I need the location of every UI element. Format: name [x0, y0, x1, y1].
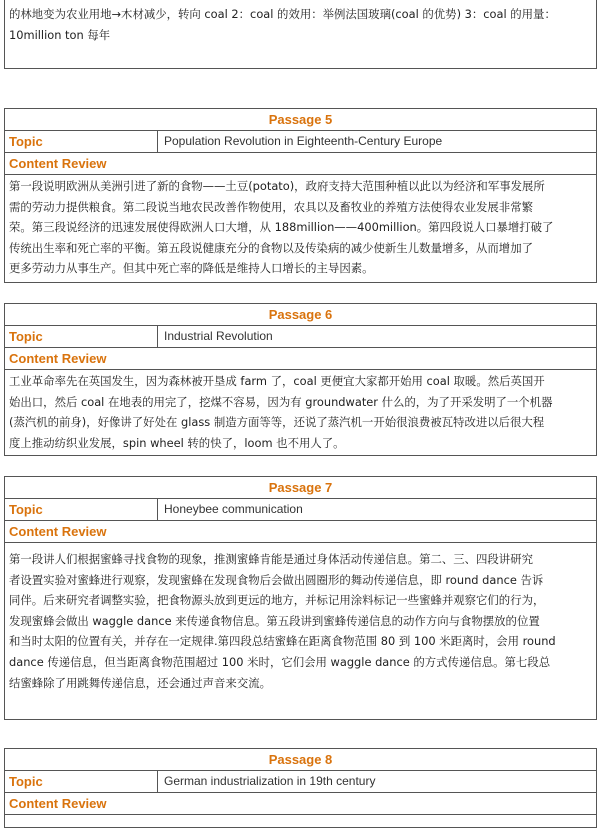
topic-row	[5, 326, 596, 348]
passage-title: Passage 8	[5, 749, 596, 771]
topic-value: German industrialization in 19th century	[164, 774, 376, 788]
review-line: 传统出生率和死亡率的平衡。第五段说健康充分的食物以及传染病的减少使新生儿数量增多，从而增加了	[9, 240, 533, 255]
content-review-label: Content Review	[5, 348, 596, 370]
review-line: 同伴。后来研究者调整实验，把食物源头放到更远的地方，并标记用涂料标记一些蜜蜂并观察它们的行为，	[9, 593, 545, 608]
passage-title: Passage 7	[5, 477, 596, 499]
review-line: 更多劳动力从事生产。但其中死亡率的降低是维持人口增长的主导因素。	[9, 261, 374, 276]
content-review-label: Content Review	[5, 153, 596, 175]
topic-row	[5, 131, 596, 153]
review-line: 始出口，然后 coal 在地表的用完了，挖煤不容易，因为有 groundwater 什么的，为了开采发明了一个机器	[9, 394, 553, 409]
review-line: 第一段讲人们根据蜜蜂寻找食物的现象，推测蜜蜂肯能是通过身体活动传递信息。第二、三、四段讲研究	[9, 552, 533, 566]
topic-row	[5, 771, 596, 793]
topic-value: Industrial Revolution	[164, 329, 273, 343]
previous-passage-fragment	[4, 0, 597, 69]
fragment-text	[5, 0, 596, 45]
review-line: 度上推动纺织业发展，spin wheel 转的快了，loom 也不用人了。	[9, 435, 345, 450]
review-line: (蒸汽机的前身)，好像讲了好处在 glass 制造方面等等，还说了蒸汽机一开始很浪费被瓦特改进以后很大程	[9, 415, 545, 430]
review-line: 和当时太阳的位置有关，并存在一定规律.第四段总结蜜蜂在距离食物范围 80 到 100 米距离时，会用 round	[9, 634, 556, 649]
passage-8-card	[4, 748, 597, 828]
passage-5-card	[4, 108, 597, 283]
topic-label: Topic	[5, 326, 158, 347]
content-review-text	[5, 175, 596, 279]
passage-6-card	[4, 303, 597, 456]
review-line: 工业革命率先在英国发生，因为森林被开垦成 farm 了，coal 更便宜大家都开始用 coal 取暖。然后英国开	[9, 374, 545, 388]
review-line: 发现蜜蜂会做出 waggle dance 来传递食物信息。第五段讲到蜜蜂传递信息的动作方向与食物摆放的位置	[9, 613, 540, 628]
content-review-text	[5, 543, 596, 693]
passage-title: Passage 5	[5, 109, 596, 131]
fragment-line: 10million ton 每年	[9, 27, 111, 42]
topic-label: Topic	[5, 771, 158, 792]
topic-label: Topic	[5, 131, 158, 152]
topic-row	[5, 499, 596, 521]
content-review-label: Content Review	[5, 793, 596, 815]
topic-value: Population Revolution in Eighteenth-Century Europe	[164, 134, 443, 148]
passage-7-card	[4, 476, 597, 720]
content-review-text	[5, 370, 596, 453]
fragment-line: 的林地变为农业用地→木材减少，转向 coal 2：coal 的效用：举例法国玻璃(coal 的优势) 3：coal 的用量：	[9, 7, 556, 21]
review-line: 者设置实验对蜜蜂进行观察，发现蜜蜂在发现食物后会做出圆圈形的舞动传递信息，即 round dance 告诉	[9, 572, 544, 587]
topic-value: Honeybee communication	[164, 502, 303, 516]
review-line: 结蜜蜂除了用跳舞传递信息，还会通过声音来交流。	[9, 675, 271, 690]
review-line: 需的劳动力提供粮食。第二段说当地农民改善作物使用，农具以及畜牧业的养殖方法使得农业发展非常繁	[9, 199, 533, 214]
passage-title: Passage 6	[5, 304, 596, 326]
review-line: 荣。第三段说经济的迅速发展使得欧洲人口大增，从 188million——400million。第四段说人口暴增打破了	[9, 220, 554, 235]
review-line: 第一段说明欧洲从美洲引进了新的食物——土豆(potato)，政府支持大范围种植以此以为经济和军事发展所	[9, 179, 545, 193]
content-review-label: Content Review	[5, 521, 596, 543]
review-line: dance 传递信息，但当距离食物范围超过 100 米时，它们会用 waggle dance 的方式传递信息。第七段总	[9, 654, 551, 669]
topic-label: Topic	[5, 499, 158, 520]
